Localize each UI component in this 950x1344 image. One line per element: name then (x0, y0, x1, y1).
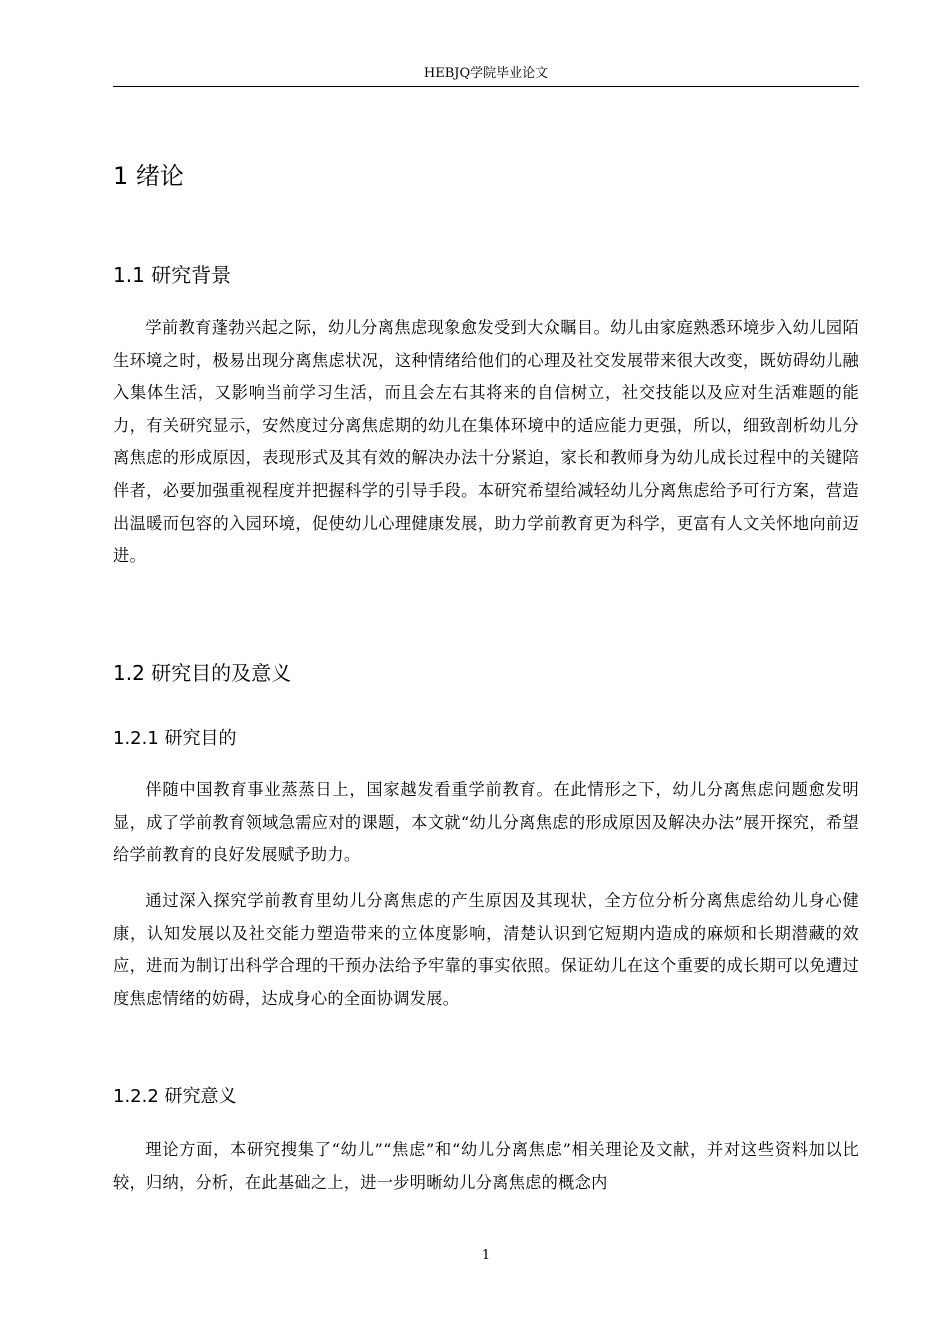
paragraph-significance-1: 理论方面，本研究搜集了“幼儿”“焦虑”和“幼儿分离焦虑”相关理论及文献，并对这些资料加以比较，归纳，分析，在此基础之上，进一步明晰幼儿分离焦虑的概念内 (113, 1140, 859, 1192)
page-number: 1 (481, 1248, 491, 1263)
chapter-title: 1 绪论 (113, 162, 184, 190)
paragraph-purpose-2: 通过深入探究学前教育里幼儿分离焦虑的产生原因及其现状，全方位分析分离焦虑给幼儿身心健康，认知发展以及社交能力塑造带来的立体度影响，清楚认识到它短期内造成的麻烦和长期潜藏的效应，进而为制订出科学合理的干预办法给予牢靠的事实依照。保证幼儿在这个重要的成长期可以免遭过度焦虑情绪的妨碍，达成身心的全面协调发展。 (113, 891, 859, 1008)
section-title-background: 1.1 研究背景 (113, 263, 232, 287)
subsection-title-purpose: 1.2.1 研究目的 (113, 728, 237, 749)
section-title-purpose-significance: 1.2 研究目的及意义 (113, 661, 292, 685)
running-header: HEBJQ学院毕业论文 (423, 66, 549, 81)
paragraph-purpose-1: 伴随中国教育事业蒸蒸日上，国家越发看重学前教育。在此情形之下，幼儿分离焦虑问题愈发明显，成了学前教育领域急需应对的课题，本文就“幼儿分离焦虑的形成原因及解决办法”展开探究，希望给学前教育的良好发展赋予助力。 (113, 780, 859, 865)
paragraph-background-1: 学前教育蓬勃兴起之际，幼儿分离焦虑现象愈发受到大众瞩目。幼儿由家庭熟悉环境步入幼儿园陌生环境之时，极易出现分离焦虑状况，这种情绪给他们的心理及社交发展带来很大改变，既妨碍幼儿融入集体生活，又影响当前学习生活，而且会左右其将来的自信树立，社交技能以及应对生活难题的能力，有关研究显示，安然度过分离焦虑期的幼儿在集体环境中的适应能力更强，所以，细致剖析幼儿分离焦虑的形成原因，表现形式及其有效的解决办法十分紧迫，家长和教师身为幼儿成长过程中的关键陪伴者，必要加强重视程度并把握科学的引导手段。本研究希望给减轻幼儿分离焦虑给予可行方案，营造出温暖而包容的入园环境，促使幼儿心理健康发展，助力学前教育更为科学，更富有人文关怀地向前迈进。 (113, 318, 859, 566)
header-rule (113, 86, 859, 87)
subsection-title-significance: 1.2.2 研究意义 (113, 1086, 237, 1107)
